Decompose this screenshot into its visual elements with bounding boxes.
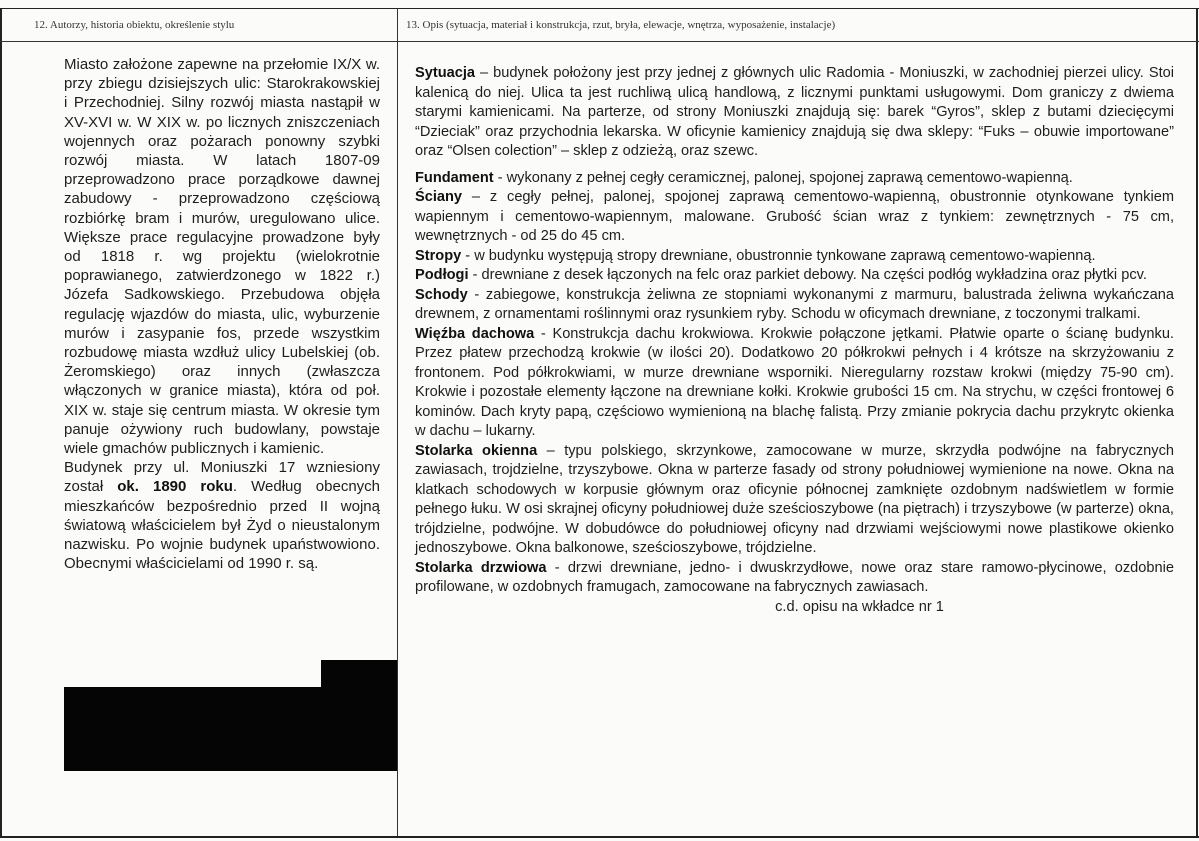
fundament-paragraph bbox=[415, 169, 1174, 189]
frame-right-line bbox=[1196, 8, 1198, 838]
frame-top-line bbox=[0, 8, 1199, 9]
sciany-paragraph bbox=[415, 188, 1174, 247]
sytuacja-text: – budynek położony jest przy jednej z głównych ulic Radomia - Moniuszki, w zachodniej pierzei ulicy. Stoi kalenicą do niej. Ulica ta jest ruchliwą ulicą handlową, z licznymi punktami usługowymi. Dom graniczy z dwiema starymi kamienicami. Na parterze, od strony Moniuszki znajdują się: barek “Gyros”, sklep z butami dziecięcymi “Dzieciak” oraz przychodnia lekarska. W oficynie kamienicy znajdują się dwa sklepy: “Fuks – obuwie importowane” oraz “Olsen colection” – sklep z odzieżą, oraz szewc. bbox=[415, 65, 1174, 159]
wiezba-paragraph bbox=[415, 325, 1174, 442]
section-13-header: 13. Opis (sytuacja, materiał i konstrukcja, rzut, bryła, elewacje, wnętrza, wyposażenie, instalacje) bbox=[406, 19, 836, 31]
column-divider bbox=[397, 8, 398, 836]
building-history-text: Budynek przy ul. Moniuszki 17 wzniesiony został bbox=[64, 459, 380, 496]
building-history-text-cont: . Według obecnych mieszkańców bezpośrednio przed II wojną światową właścicielem był Żyd o nieustalonym nazwisku. Po wojnie budynek upaństwowiono. Obecnymi właścicielami od 1990 r. są. bbox=[64, 478, 380, 573]
redaction-block bbox=[321, 660, 397, 688]
fundament-label: Fundament bbox=[415, 169, 494, 186]
redaction-block-large bbox=[64, 687, 397, 771]
stropy-text: - w budynku występują stropy drewniane, obustronnie tynkowane zaprawą cementowo-wapienną. bbox=[461, 247, 1096, 264]
sytuacja-paragraph bbox=[415, 64, 1174, 162]
wiezba-label: Więźba dachowa bbox=[415, 325, 535, 342]
construction-date: ok. 1890 roku bbox=[117, 478, 233, 496]
wiezba-text: - Konstrukcja dachu krokwiowa. Krokwie połączone jętkami. Płatwie oparte o ścianę budynku. Przez płatew przechodzą krokwie (w ilości 20). Dodatkowo 20 półkrokwi pełnych i 4 krótsze na skrzyżowaniu z frontonem. Pod półkrokwiami, w murze drewniane wsporniki. Nieregularny rozstaw krokwi (między 75-90 cm). Krokwie i pozostałe elementy łączone na drewniane kołki. Krokwie grubości 15 cm. Na strychu, w części frontowej 6 kominów. Dach kryty papą, częściowo wymienioną na blachę falistą. Przy zmianie pokrycia dachu przykrytc okienka w dachu – lukarny. bbox=[415, 325, 1174, 439]
frame-bottom-line bbox=[0, 836, 1199, 838]
schody-paragraph bbox=[415, 286, 1174, 325]
continuation-note: c.d. opisu na wkładce nr 1 bbox=[775, 598, 944, 615]
stolarka-okienna-label: Stolarka okienna bbox=[415, 442, 538, 459]
stolarka-drzwiowa-text: - drzwi drewniane, jedno- i dwuskrzydłowe, nowe oraz stare ramowo-płycinowe, ozdobnie profilowane, w ozdobnych framugach, zamocowane na fabrycznych zawiasach. bbox=[415, 559, 1174, 595]
stropy-label: Stropy bbox=[415, 247, 462, 264]
schody-label: Schody bbox=[415, 286, 468, 303]
stropy-paragraph bbox=[415, 247, 1174, 267]
history-column bbox=[64, 55, 380, 573]
building-history-paragraph bbox=[64, 458, 380, 573]
sytuacja-label: Sytuacja bbox=[415, 65, 476, 81]
frame-left-line bbox=[0, 8, 2, 838]
sciany-label: Ściany bbox=[415, 189, 463, 205]
stolarka-okienna-text: – typu polskiego, skrzynkowe, zamocowane w murze, skrzydła podwójne na fabrycznych zawiasach, trojdzielne, trzyszybowe. Okna w parterze fasady od strony południowej wymienione na nowe. Okna na klatkach schodowych w korpusie głównym oraz oficynie północnej zamknięte ozdobnym nadświetlem w formie pełnego łuku. W osi skrajnej oficyny południowej duże sześcioszybowe (na piętrach) i trzyszybowe (w parterze) okna, trójdzielne, podwójne. W dobudówce do południowej oficyny nad drzwiami wejściowymi nowe plastikowe okienko jednoszybowe. Okna balkonowe, sześcioszybowe, trójdzielne. bbox=[415, 442, 1174, 556]
stolarka-drzwiowa-paragraph bbox=[415, 559, 1174, 598]
fundament-text: - wykonany z pełnej cegły ceramicznej, palonej, spojonej zaprawą cementowo-wapienną. bbox=[493, 169, 1073, 186]
header-divider bbox=[0, 41, 1199, 42]
stolarka-okienna-paragraph bbox=[415, 442, 1174, 559]
description-column bbox=[415, 64, 1174, 617]
sciany-text: – z cegły pełnej, palonej, spojonej zaprawą cementowo-wapienną, obustronnie otynkowane tynkiem wapiennym i cementowo-wapiennym, malowane. Grubość ścian wraz z tynkiem: zewnętrznych - 75 cm, wewnętrznych - od 25 do 45 cm. bbox=[415, 189, 1174, 244]
podlogi-label: Podłogi bbox=[415, 267, 469, 283]
section-12-header: 12. Autorzy, historia obiektu, określenie stylu bbox=[34, 19, 235, 31]
podlogi-paragraph bbox=[415, 266, 1174, 286]
stolarka-drzwiowa-label: Stolarka drzwiowa bbox=[415, 559, 547, 576]
history-paragraph: Miasto założone zapewne na przełomie IX/X w. przy zbiegu dzisiejszych ulic: Starokrakowskiej i Przechodniej. Silny rozwój miasta nastąpił w XV-XVI w. W XIX w. po licznych zniszczeniach wojennych oraz pożarach ponowny szybki rozwój miasta. W latach 1807-09 przeprowadzono prace porządkowe dawnej zabudowy - przeprowadzono częściową rozbiórkę bram i murów, uregulowano ulice. Większe prace regulacyjne prowadzone były od 1818 r. wg projektu (wielokrotnie poprawianego, zatwierdzonego w 1822 r.) Józefa Sadkowskiego. Przebudowa objęła regulację wjazdów do miasta, ulic, wyburzenie murów i zasypanie fos, przede wszystkim rozbudowę miasta wzdłuż ulicy Lubelskiej (ob. Żeromskiego) oraz innych (zwłaszcza włączonych w granice miasta), która od poł. XIX w. staje się centrum miasta. W okresie tym panuje ożywiony ruch budowlany, powstaje wiele gmachów publicznych i kamienic. bbox=[64, 56, 380, 458]
podlogi-text: - drewniane z desek łączonych na felc oraz parkiet debowy. Na części podłóg wykładzina oraz płytki pcv. bbox=[468, 267, 1147, 283]
schody-text: - zabiegowe, konstrukcja żeliwna ze stopniami wykonanymi z marmuru, balustrada żeliwna wykańczana drewnem, z ornamentami roślinnymi oraz rysunkiem ryby. Schodu w oficymach drewniane, z toczonymi tralkami. bbox=[415, 286, 1174, 322]
